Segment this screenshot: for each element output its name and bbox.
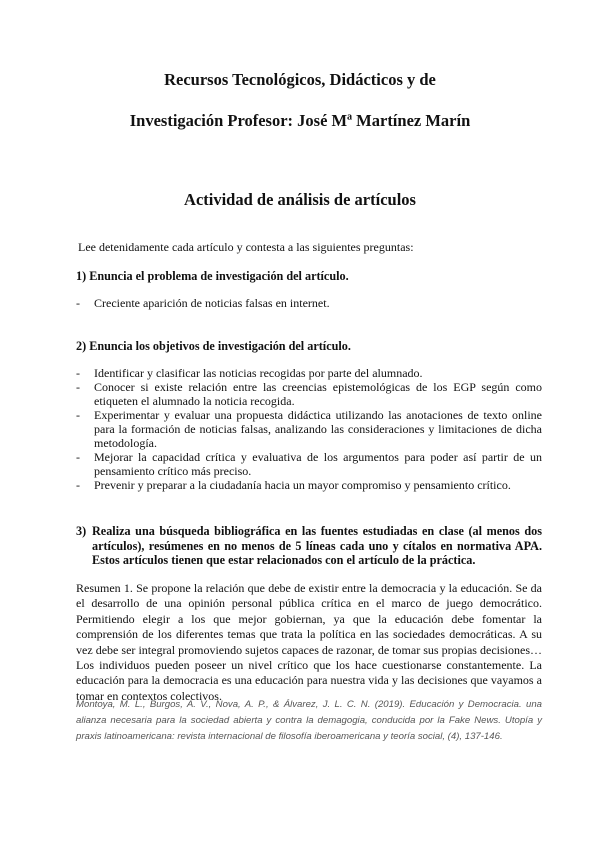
dash-bullet: -	[76, 478, 80, 492]
list-item	[76, 366, 542, 380]
question-3-heading	[76, 524, 542, 568]
list-item	[76, 450, 542, 478]
activity-title: Actividad de análisis de artículos	[184, 190, 416, 209]
list-item	[76, 296, 542, 310]
dash-bullet: -	[76, 380, 80, 394]
question-3-text: Realiza una búsqueda bibliográfica en las fuentes estudiadas en clase (al menos dos artículos), resúmenes en no menos de 5 líneas cada uno y cítalos en normativa APA. Estos artículos tienen que estar relacionados con el artículo de la práctica.	[92, 524, 542, 568]
dash-bullet: -	[76, 366, 80, 380]
question-1-answer-list	[76, 296, 542, 310]
list-item-text: Identificar y clasificar las noticias recogidas por parte del alumnado.	[94, 366, 423, 380]
list-item-text: Conocer si existe relación entre las creencias epistemológicas de los EGP según como etiqueten el alumnado la noticia recogida.	[94, 380, 542, 408]
question-2-heading: 2) Enuncia los objetivos de investigación del artículo.	[76, 339, 351, 353]
list-item-text: Prevenir y preparar a la ciudadanía hacia un mayor compromiso y pensamiento crítico.	[94, 478, 511, 492]
list-item-text: Experimentar y evaluar una propuesta didáctica utilizando las anotaciones de texto online para la formación de noticias falsas, analizando las consideraciones y limitaciones de dicha metodología.	[94, 408, 542, 450]
dash-bullet: -	[76, 408, 80, 422]
document-title-line-2: Investigación Profesor: José Mª Martínez Marín	[129, 111, 471, 130]
question-1-heading: 1) Enuncia el problema de investigación del artículo.	[76, 269, 349, 283]
list-item-text: Creciente aparición de noticias falsas en internet.	[94, 296, 330, 310]
dash-bullet: -	[76, 296, 80, 310]
document-title-line-1: Recursos Tecnológicos, Didácticos y de	[164, 70, 436, 89]
list-item	[76, 380, 542, 408]
list-item-text: Mejorar la capacidad crítica y evaluativa de los argumentos para poder así partir de un pensamiento crítico más preciso.	[94, 450, 542, 478]
summary-1-paragraph: Resumen 1. Se propone la relación que debe de existir entre la democracia y la educación. Se da el desarrollo de una opinión personal pública crítica en el marco de juego democrático. Permitiendo elegir a los que mejor gobiernan, ya que la educación debe fomentar la comprensión de los diferentes temas que trata la política en las sociedades democráticas. A su vez debe ser integral promoviendo sujetos capaces de razonar, de tomar sus propias decisiones…Los individuos pueden poseer un nivel crítico que los hace cuestionarse constantemente. La educación para la democracia es una educación para nuestra vida y las decisiones que vayamos a tomar en contextos colectivos.	[76, 581, 542, 703]
list-item	[76, 408, 542, 450]
apa-reference-1: Montoya, M. L., Burgos, A. V., Nova, A. P., & Álvarez, J. L. C. N. (2019). Educación y Democracia. una alianza necesaria para la sociedad abierta y contra la demagogia, conducida por la Fake News. Utopía y praxis latinoamericana: revista internacional de filosofía iberoamericana y teoría social, (4), 137-146.	[76, 699, 542, 742]
list-item	[76, 478, 542, 492]
activity-instructions: Lee detenidamente cada artículo y contesta a las siguientes preguntas:	[78, 240, 414, 254]
dash-bullet: -	[76, 450, 80, 464]
question-3-number: 3)	[76, 524, 87, 538]
question-2-answer-list	[76, 366, 542, 492]
